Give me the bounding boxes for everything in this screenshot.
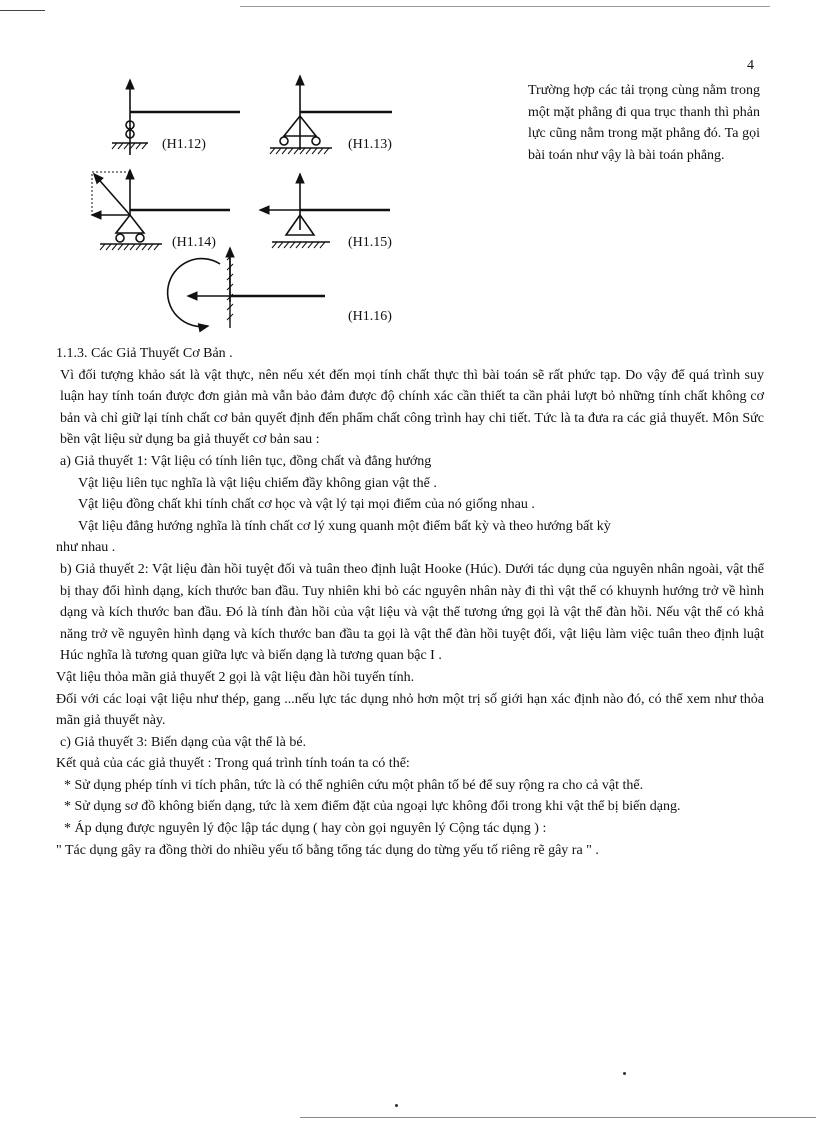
hypothesis-a-homogeneity: Vật liệu đồng chất khi tính chất cơ học và vật lý tại mọi điểm của nó giống nhau .: [78, 497, 535, 513]
figure-h1-16: [168, 248, 325, 328]
page-number: 4: [747, 58, 754, 73]
result-bullet-1: * Sử dụng phép tính vi tích phân, tức là có thể nghiên cứu một phân tố bé để suy rộng ra cho cả vật thể.: [64, 777, 644, 793]
hypothesis-a: a) Giả thuyết 1: Vật liệu có tính liên tục, đồng chất và đẳng hướng: [60, 453, 432, 469]
section-body: [56, 343, 764, 861]
superposition-quote: " Tác dụng gây ra đồng thời do nhiều yếu tố bằng tổng tác dụng do từng yếu tố riêng rẽ gây ra " .: [56, 842, 599, 858]
intro-paragraph: Vì đối tượng khảo sát là vật thực, nên nếu xét đến mọi tính chất thực thì bài toán sẽ rất phức tạp. Do vậy để quá trình suy luận hay tính toán được đơn giản mà vẫn bảo đảm được độ chính xác cần thiết ta cần phải lượt bỏ những tính chất không cơ bản và chỉ giữ lại tính chất cơ bản quyết định đến phẩm chất công trình hay chi tiết. Tức là ta đưa ra các giả thuyết. Môn Sức bền vật liệu sử dụng ba giả thuyết cơ bản sau :: [60, 367, 764, 448]
hypothesis-b-linear: Vật liệu thỏa mãn giả thuyết 2 gọi là vật liệu đàn hồi tuyến tính.: [56, 669, 415, 685]
figure-label-h1-16: (H1.16): [348, 309, 392, 324]
hypothesis-b-materials: Đối với các loại vật liệu như thép, gang ...nếu lực tác dụng nhỏ hơn một trị số giới hạn xác định nào đó, có thể xem như thỏa mãn giả thuyết này.: [56, 691, 764, 729]
hypothesis-c: c) Giả thuyết 3: Biến dạng của vật thể là bé.: [60, 734, 307, 750]
hypothesis-a-isotropy: Vật liệu đẳng hướng nghĩa là tính chất cơ lý xung quanh một điểm bất kỳ và theo hướng bất kỳ: [78, 518, 611, 534]
hypothesis-a-continuity: Vật liệu liên tục nghĩa là vật liệu chiếm đầy không gian vật thể .: [78, 475, 437, 491]
result-bullet-2: * Sử dụng sơ đồ không biến dạng, tức là xem điểm đặt của ngoại lực không đổi trong khi vật thể bị biến dạng.: [64, 799, 681, 815]
top-scan-edge: [0, 10, 45, 11]
scan-speck: [395, 1104, 398, 1107]
hypothesis-a-isotropy-end: như nhau .: [56, 540, 116, 556]
figure-label-h1-14: (H1.14): [172, 235, 216, 250]
figure-label-h1-12: (H1.12): [162, 137, 206, 152]
scan-speck: [623, 1072, 626, 1075]
support-figures: [80, 70, 430, 340]
figure-label-h1-15: (H1.15): [348, 235, 392, 250]
bottom-scan-edge: [300, 1117, 816, 1118]
section-heading: 1.1.3. Các Giả Thuyết Cơ Bản .: [56, 346, 233, 361]
figure-label-h1-13: (H1.13): [348, 137, 392, 152]
results-intro: Kết quả của các giả thuyết : Trong quá trình tính toán ta có thể:: [56, 756, 410, 772]
top-scan-edge-right: [240, 6, 770, 7]
hypothesis-b: b) Giả thuyết 2: Vật liệu đàn hồi tuyệt đối và tuân theo định luật Hooke (Húc). Dưới tác dụng của nguyên nhân ngoài, vật thể bị thay đổi hình dạng, kích thước ban đầu. Tuy nhiên khi bỏ các nguyên nhân này đi thì vật thể có khuynh hướng trở về hình dạng và kích thước ban đầu. Đó là tính đàn hồi của vật liệu và vật thể tương ứng gọi là vật thể đàn hồi. Nếu vật thể có khả năng trở về nguyên hình dạng và kích thước ban đầu ta gọi là vật thể đàn hồi tuyệt đối, vật liệu làm việc tuân theo định luật Húc nghĩa là tương quan giữa lực và biến dạng là tương quan bậc I .: [60, 561, 764, 664]
side-note: Trường hợp các tải trọng cùng nằm trong một mặt phẳng đi qua trục thanh thì phản lực cũng nằm trong mặt phẳng đó. Ta gọi bài toán như vậy là bài toán phẳng.: [528, 83, 760, 163]
result-bullet-3: * Áp dụng được nguyên lý độc lập tác dụng ( hay còn gọi nguyên lý Cộng tác dụng ) :: [64, 821, 547, 837]
